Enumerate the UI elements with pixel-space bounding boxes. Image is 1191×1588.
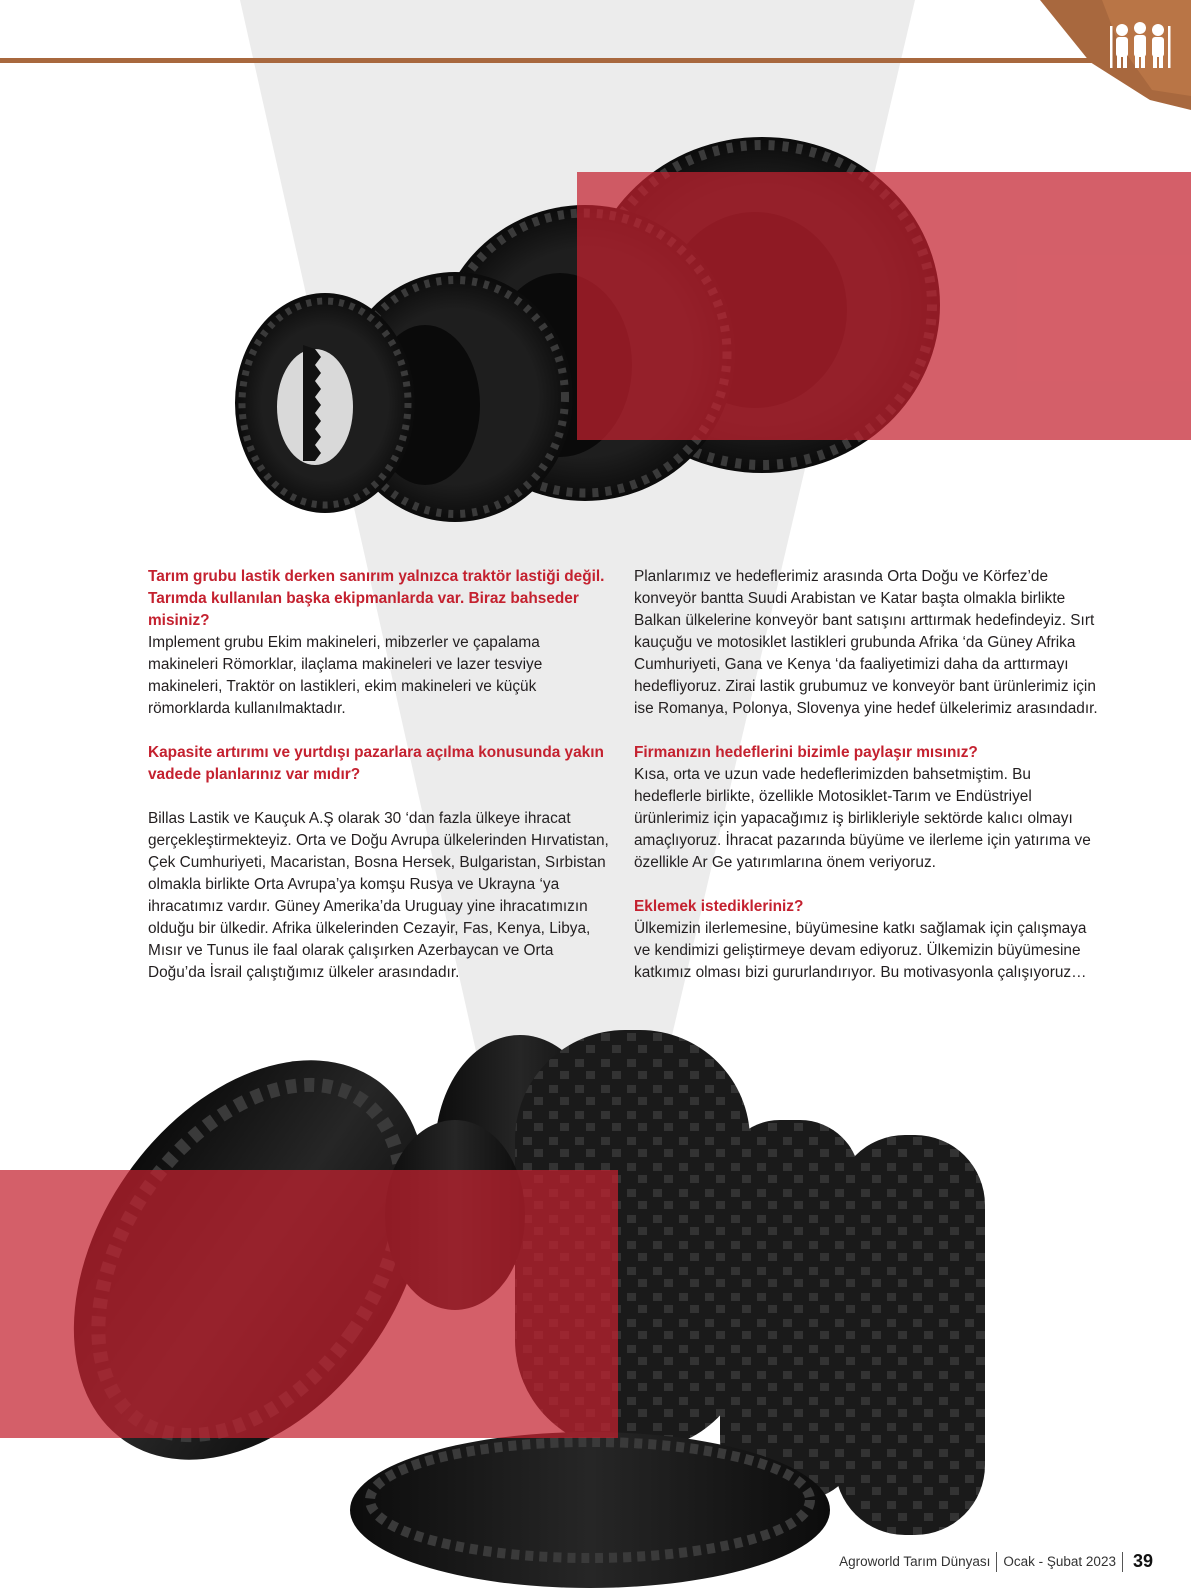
page-number: 39 [1132, 1551, 1153, 1571]
answer-2: Billas Lastik ve Kauçuk A.Ş olarak 30 ‘dan fazla ülkeye ihracat gerçekleştirmekteyiz. Orta ve Doğu Avrupa ülkelerinden Hırvatistan, Çek Cumhuriyeti, Macaristan, Bosna Hersek, Bulgaristan, Sırbistan olmakla birlikte Orta Avrupa’ya komşu Rusya ve Ukrayna ‘ya ihracatımız vardır. Güney Amerika’da Uruguay yine ihracatımızın olduğu bir ülkedir. Afrika ülkelerinden Cezayir, Fas, Kenya, Libya, Mısır ve Tunus ile faal olarak çalışırken Azerbaycan ve Orta Doğu’da İsrail çalıştığımız ülkeler arasındadır. [148, 810, 609, 981]
answer-4: Ülkemizin ilerlemesine, büyümesine katkı sağlamak için çalışmaya ve kendimizi geliştirmeye devam ediyoruz. Ülkemizin büyümesine katkımız olması bizi gururlandırıyor. Bu motivasyonla çalışıyoruz… [634, 920, 1087, 981]
question-2: Kapasite artırımı ve yurtdışı pazarlara açılma konusunda yakın vadede planlarınız var mıdır? [148, 744, 604, 783]
question-3: Firmanızın hedeflerini bizimle paylaşır mısınız? [634, 744, 978, 761]
right-column [634, 566, 1099, 984]
header-rule [0, 58, 1100, 63]
answer-2-continued: Planlarımız ve hedeflerimiz arasında Orta Doğu ve Körfez’de konveyör bantta Suudi Arabistan ve Katar başta olmakla birlikte Balkan ülkelerine konveyör bant satışını arttırmak hedefindeyiz. Sırt kauçuğu ve motosiklet lastikleri grubunda Afrika ‘da Güney Afrika Cumhuriyeti, Gana ve Kenya ‘da faaliyetimizi daha da arttırmayı hedefliyoruz. Zirai lastik grubumuz ve konveyör bant ürünlerimiz için ise Romanya, Polonya, Slovenya yine hedef ülkelerimiz arasındadır. [634, 568, 1098, 717]
answer-1: Implement grubu Ekim makineleri, mibzerler ve çapalama makineleri Römorklar, ilaçlama makineleri ve lazer tesviye makineleri, Traktör on lastikleri, ekim makineleri ve küçük römorklarda kullanılmaktadır. [148, 634, 543, 717]
issue-date: Ocak - Şubat 2023 [1003, 1554, 1116, 1569]
magazine-name: Agroworld Tarım Dünyası [839, 1554, 991, 1569]
tyres-top-illustration [220, 135, 1191, 535]
left-column [148, 566, 613, 984]
page-footer [839, 1551, 1153, 1572]
footer-separator [1122, 1552, 1123, 1572]
answer-3: Kısa, orta ve uzun vade hedeflerimizden bahsetmiştim. Bu hedeflerle birlikte, özellikle Motosiklet-Tarım ve Endüstriyel ürünlerimiz için yapacağımız iş birlikleriyle sektörde kalıcı olmayı amaçlıyoruz. İhracat pazarında büyüme ve ilerleme için yatırıma ve özellikle Ar Ge yatırımlarına önem veriyoruz. [634, 766, 1091, 871]
question-4: Eklemek istedikleriniz? [634, 898, 804, 915]
tyres-bottom-illustration [0, 1030, 1191, 1588]
question-1: Tarım grubu lastik derken sanırım yalnızca traktör lastiği değil. Tarımda kullanılan başka ekipmanlarda var. Biraz bahseder misiniz? [148, 568, 605, 629]
footer-separator [996, 1552, 997, 1572]
farmers-badge-icon [1040, 0, 1191, 110]
